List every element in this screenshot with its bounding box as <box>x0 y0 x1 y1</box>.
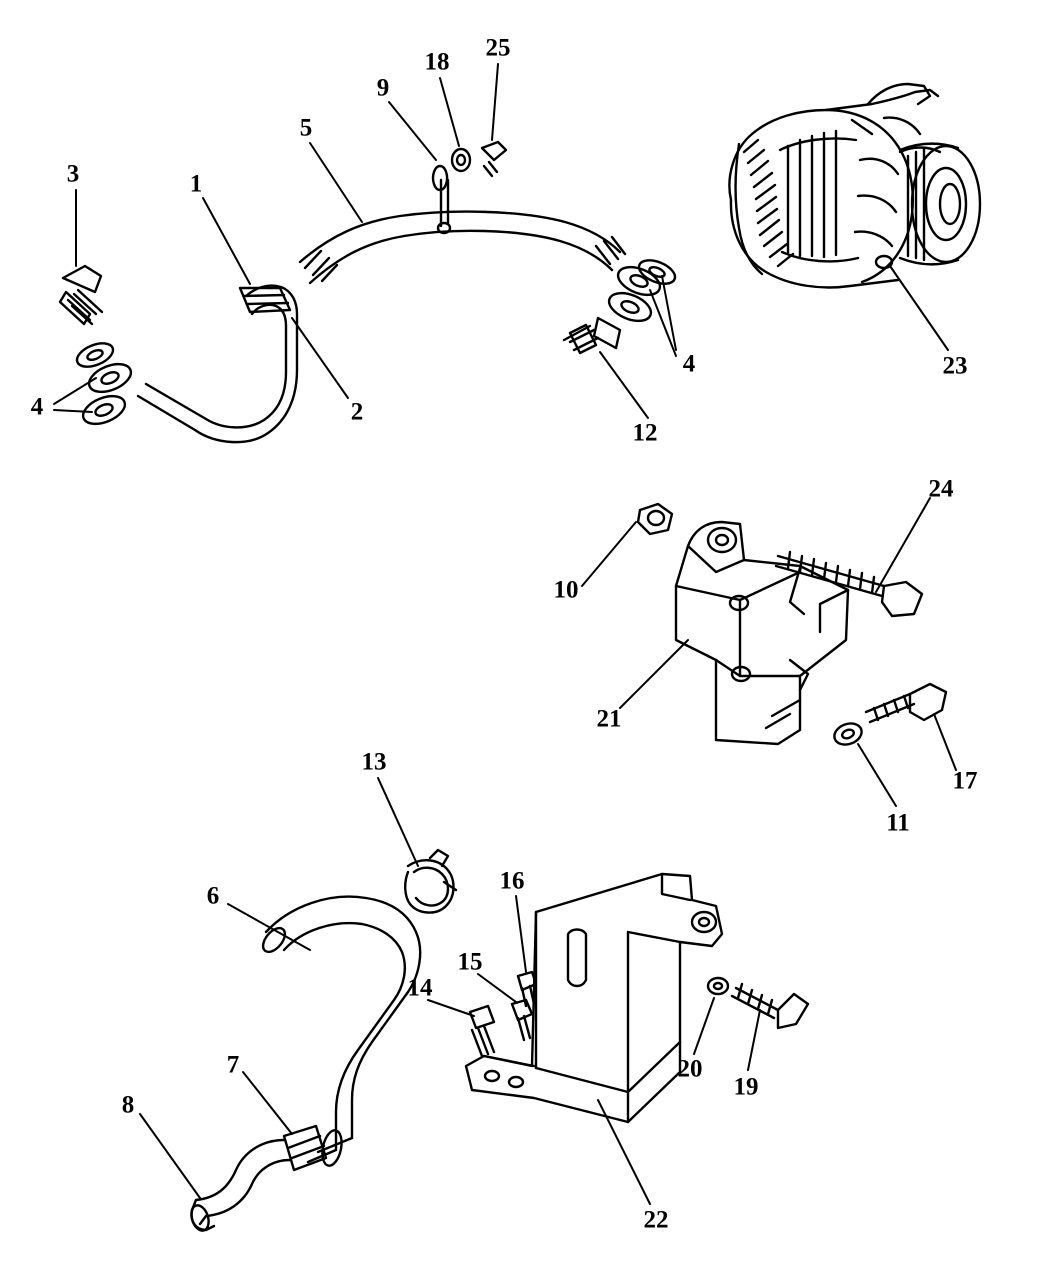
callout-23: 23 <box>942 352 968 380</box>
callout-18: 18 <box>424 48 450 76</box>
callout-21: 21 <box>596 705 622 733</box>
callout-12: 12 <box>632 419 658 447</box>
callout-4-left: 4 <box>30 393 44 421</box>
callout-6: 6 <box>206 882 220 910</box>
alternator-part-23 <box>729 84 980 287</box>
callout-2: 2 <box>350 398 364 426</box>
callout-14: 14 <box>407 974 433 1002</box>
callout-5: 5 <box>299 114 313 142</box>
callout-16: 16 <box>499 867 525 895</box>
callout-4-right: 4 <box>682 350 696 378</box>
callout-22: 22 <box>643 1206 669 1234</box>
callout-1: 1 <box>189 170 203 198</box>
callout-3: 3 <box>66 160 80 188</box>
callout-19: 19 <box>733 1073 759 1101</box>
callout-8: 8 <box>121 1091 135 1119</box>
callout-20: 20 <box>677 1055 703 1083</box>
hose-assembly-lower <box>188 850 456 1233</box>
callout-10: 10 <box>553 576 579 604</box>
callout-17: 17 <box>952 767 978 795</box>
callout-13: 13 <box>361 748 387 776</box>
callout-9: 9 <box>376 74 390 102</box>
bracket-part-21 <box>638 504 946 748</box>
leader-lines <box>54 64 956 1204</box>
hose-assembly-top <box>60 142 678 442</box>
callout-7: 7 <box>226 1051 240 1079</box>
callout-11: 11 <box>886 809 910 837</box>
callout-25: 25 <box>485 34 511 62</box>
callout-24: 24 <box>928 475 954 503</box>
callout-15: 15 <box>457 948 483 976</box>
